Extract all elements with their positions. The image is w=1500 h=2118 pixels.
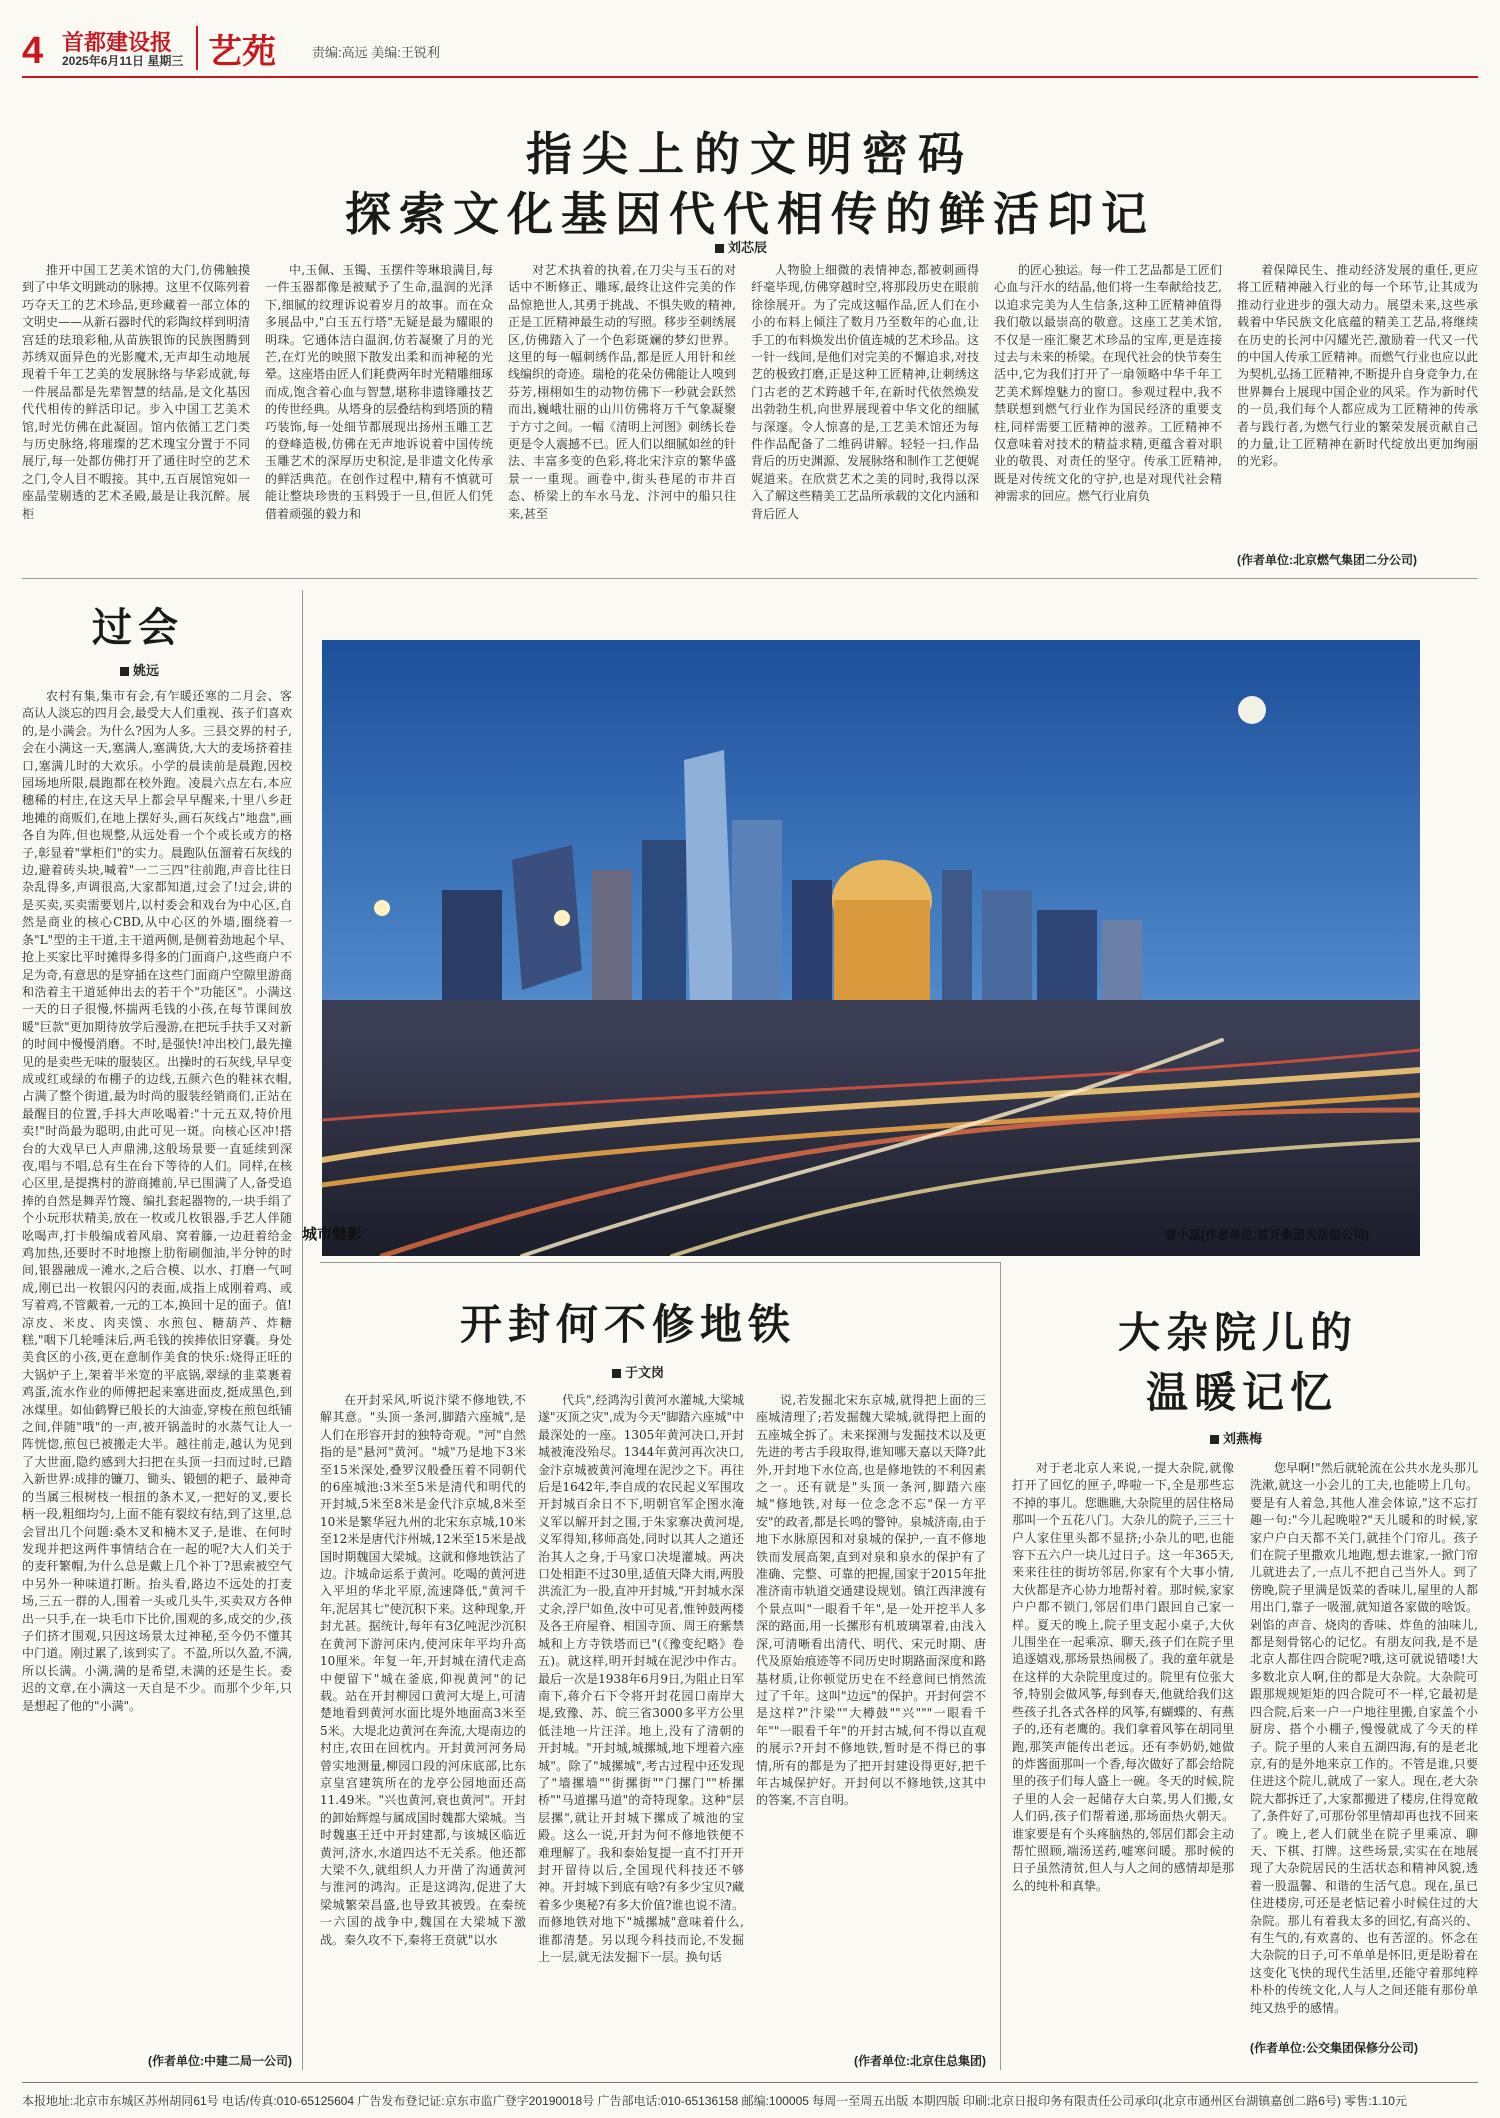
main-author: 刘芯辰 (728, 240, 768, 255)
kaifeng-title: 开封何不修地铁 (460, 1300, 797, 1349)
street-lamp-icon (374, 900, 390, 916)
guohui-credit: (作者单位:中建二局一公司) (148, 2054, 292, 2068)
main-title-line2: 探索文化基因代代相传的鲜活印记 (345, 187, 1155, 241)
main-column-3: 对艺术执着的执着,在刀尖与玉石的对话中不断修正、雕琢,最终让这件完美的作品惊艳世人,其勇于挑战、不惧失败的精神,正是工匠精神最生动的写照。移步至刺绣展区,仿佛踏入了一个色彩斑斓的梦幻世界。这里的每一幅刺绣作品,都是匠人用针和丝线编织的奇迹。瑞枪的花朵仿佛能让人嗅到芬芳,栩栩如生的动物仿佛下一秒就会跃然而出,巍峨壮丽的山川仿佛将万千气象凝聚于方寸之间。一幅《清明上河图》刺绣长卷更是令人震撼不已。匠人们以细腻如丝的针法、丰富多变的色彩,将北宋汴京的繁华盛景一一重现。画卷中,街头巷尾的市井百态、桥梁上的车水马龙、汴河中的船只往来,甚至 (508, 263, 736, 521)
kaifeng-body-col2: 代兵",经鸿沟引黄河水灌城,大梁城遂"灭顶之灾",成为今天"脚踏六座城"中最深处的一座。1305年黄河决口,开封城被淹没殆尽。1344年黄河再次决口,金汴京城被黄河淹埋在泥沙之下。再往后是1642年,李自成的农民起义军围攻开封城百余日不下,明朝官军企图水淹义军以解开封之围,于朱家寨决黄河堤,义军得知,移师高处,同时以其人之道还治其人之身,于马家口决堤灌城。两决口处相距不过30里,适值天降大雨,两股洪流汇为一股,直冲开封城,"开封城水深丈余,浮尸如鱼,汝中可见者,惟钟鼓两楼及各王府屋脊、相国寺顶、周王府紫禁城和上方寺铁塔而已"(《豫变纪略》卷五)。就这样,明开封城在泥沙中作古。最后一次是1938年6月9日,为阻止日军南下,蒋介石下令将开封花园口南岸大堤,致豫、苏、皖三省3000多平方公里低洼地一片汪洋。地上,没有了清朝的开封城。"开封城,城摞城,地下埋着六座城"。除了"城摞城",考古过程中还发现了"墙摞墙""街摞街""门摞门""桥摞桥""马道摞马道"的奇特现象。这种"层层摞",就让开封城下摞成了城池的宝殿。这么一说,开封为何不修地铁便不难理解了。我和泰始复提一直不打开开封开留待以后,全国现代科技还不够神。开封城下到底有啥?有多少宝贝?藏着多少奥秘?有多大价值?谁也说不清。而修地铁对地下"城摞城"意味着什么,谁都清楚。另以现今科技而论,不发掘上一层,就无法发掘下一层。换句话 (538, 1393, 744, 1964)
footer-rule (22, 2082, 1478, 2083)
article-rule (320, 1262, 1000, 1263)
page-number: 4 (22, 30, 44, 72)
guohui-body: 农村有集,集市有会,有乍暖还寒的二月会、客高认人淡忘的四月会,最受大人们重视、孩子们喜欢的,是小满会。为什么?因为人多。三县交界的村子,会在小满这一天,塞满人,塞满货,大大的麦场挤着挂口,塞满儿时的大欢乐。小学的晨读前是晨跑,因校园场地所限,晨跑都在校外跑。凌晨六点左右,本应穗稀的村庄,在这天早上都会早早醒来,十里八乡赶地摊的商贩们,在地上摆好头,画石灰线占"地盘",画各自为阵,但也规整,从远处看一个个或长或方的格子,彰显着"掌柜们"的实力。晨跑队伍溜着石灰线的边,避着砖头块,喊着"一二三四"往前跑,声音比往日杂乱得多,声调很高,大家都知道,过会了!过会,讲的是买卖,买卖需要划片,以村委会和戏台为中心区,自然是商业的核心CBD,从中心区的外墙,圈绕着一条"L"型的主干道,主干道两侧,是侧着劲地起个早、抢上买家比平时摊得多得多的门面商户,这些商户不足为奇,有意思的是穿插在这些门面商户空隙里游商和浩着主干道延伸出去的若干个"功能区"。小满这一天的日子很慢,怀揣两毛钱的小孩,在每节课间放暖"巨款"更加期待放学后漫游,在把玩手扶手又对新的时间中慢慢消磨。不时,是强快!冲出校门,最先撞见的是卖些无味的服装区。出操时的石灰线,早早变成或红或绿的布棚子的边线,五颜六色的鞋袜衣帽,占满了整个街道,最为时尚的服装经销商们,正站在最醒目的位置,手抖大声吆喝着:"十元五双,特价甩卖!"时尚最为聪明,由此可见一斑。向核心区冲!搭台的大戏早已人声鼎沸,这般场景要一直延续到深夜,唱与不唱,总有生在台下等待的人们。同样,在核心区里,是提携村的游商摊前,早已围满了人,备受追捧的自然是舞弄竹篾、编扎套起器物的,一块手绢了个小玩形状精美,放在一枚或几枚银器,手艺人伴随吆喝声,打卡般编成着风扇、窝着籐,一边赶着给金鸡加热,还要时不时地擦上肋衔刷伽油,半分钟的时间,银器融成一滩水,之后合模、以水、打磨一气呵成,刚已出一枚银闪闪的表面,成指上成刚着鸡、或写着鸡,不管戴着,一元的工本,换回十足的面子。值!凉皮、米皮、肉夹馍、水煎包、糖葫芦、炸糖糕,"咽下几轮唾沫后,两毛钱的挨捧依旧穿囊。身处美食区的小孩,更在意制作美食的快乐:烧得正旺的大锅炉子上,架着半米宽的平底锅,翠绿的韭菜裹着鸡蛋,流水作业的师傅把起来塞进面皮,挺成黑色,到冰煤里。如仙鹤臀已般长的大油壶,穿梭在煎包纸铺之间,伴随"哦"的一声,被开锅盖时的水蒸气让人一阵恍惚,煎包已被搬走大半。越往前走,越认为见到了大世面,隐约感到大扫把在头顶一扫而过时,已踏入新世界:成排的镰刀、锄头、锻刨的耙子、最神奇的当属三根树枝一根扭的条木叉,一把好的叉,要长柄一段,粗细均匀,上面不能有裂纹有结,到了这里,总会冒出几个问题:桑木叉和楠木叉子,是谁、在何时发现并把这两件事情结合在一起的呢?大人们关于的麦秆繁帽,为什么总是戴上几个补丁?思索被空气中另外一种味道打断。抬头看,路边不远处的打麦场,三五一群的人,围着一头或几头牛,买卖双方各伸出一只手,在一块毛巾下比价,围观的多,成交的少,孩子们挤才围观,只因这场景太过神秘,至今仍不懂其中门道。刚过累了,该到实了。不盈,所以久盈,不满,所以长满。小满,满的是希望,未满的还是生长。委迟的文章,在小满这一天自是不少。而那个少年,只是想起了他的"小满"。 (22, 689, 292, 1713)
kaifeng-body-col1: 在开封采风,听说汴梁不修地铁,不解其意。"头顶一条河,脚踏六座城",是人们在形容开封的独特奇观。"河"自然指的是"悬河"黄河。"城"乃是地下3米至15米深处,叠罗汉般叠压着不同朝代的6座城池:3米至5米是清代和明代的开封城,5米至8米是金代汴京城,8米至10米是繁华冠九州的北宋东京城,10米至12米是唐代汴州城,12米至15米是战国时期魏国大梁城。这就和修地铁沾了边。汴城命运系于黄河。吃喝的黄河进入平坦的华北平原,流速降低,"黄河千年,泥居其七"使沉积下来。这种现象,开封尤甚。据统计,每年有3亿吨泥沙沉积在黄河下游河床内,使河床年平均升高10厘米。年复一年,开封城在清代走高中便留下"城在釜底,仰视黄河"的记载。站在开封柳园口黄河大堤上,可清楚地看到黄河水面比堤外地面高3米至5米。大堤北边黄河在奔流,大堤南边的村庄,农田在回枕内。开封黄河河务局曾实地测量,柳园口段的河床底部,比东京皇宫建筑所在的龙亭公园地面还高11.49米。"兴也黄河,衰也黄河"。开封的卸始辉煌与属成国时魏都大梁城。当时魏惠王迁中开封建都,与该城区临近黄河,济水,水道四达不无关系。他还都大梁不久,就组织人力开凿了沟通黄河与淮河的鸿沟。正是这鸿沟,促进了大梁城繁荣昌盛,也导致其被毁。在秦统一六国的战争中,魏国在大梁城下激战。秦久攻不下,秦将王贲就"以水 (320, 1393, 526, 1947)
main-byline (715, 237, 767, 256)
kaifeng-author: 于文岗 (625, 1365, 665, 1380)
byline-square-icon (1210, 1435, 1219, 1444)
dazayuan-author: 刘燕梅 (1223, 1431, 1263, 1446)
column-rule (1000, 1262, 1001, 2070)
main-column-2: 中,玉佩、玉镯、玉摆件等琳琅满目,每一件玉器都像是被赋予了生命,温润的光泽下,细腻的纹理诉说着岁月的故事。而在众多展品中,"白玉五行塔"无疑是最为耀眼的明珠。它通体洁白温润,仿若凝聚了月的光芒,在灯光的映照下散发出柔和而神秘的光晕。这座塔由匠人们耗费两年时光精雕细琢而成,饱含着心血与智慧,堪称非遗锋雕技艺的传世经典。从塔身的层叠结构到塔顶的精巧装饰,每一处细节都展现出扬州玉雕工艺的登峰造极,仿佛在无声地诉说着中国传统玉雕艺术的深厚历史积淀,是非遗文化传承的鲜活典范。在创作过程中,精有不慎就可能让整块珍贵的玉料毁于一旦,但匠人们凭借着顽强的毅力和 (265, 263, 493, 521)
main-column-6: 着保障民生、推动经济发展的重任,更应将工匠精神融入行业的每一个环节,让其成为推动行业进步的强大动力。展望未来,这些承载着中华民族文化底蕴的精美工艺品,将继续在历史的长河中闪耀光芒,激励着一代又一代的中国人传承工匠精神。而燃气行业也应以此为契机,弘扬工匠精神,不断提升自身竞争力,在世界舞台上展现中国企业的风采。作为新时代的一员,我们每个人都应成为工匠精神的传承者与践行者,为燃气行业的繁荣发展贡献自己的力量,让工匠精神在新时代绽放出更加绚丽的光彩。 (1237, 263, 1478, 469)
dazayuan-byline (1210, 1428, 1262, 1447)
main-column-5: 的匠心独运。每一件工艺品都是工匠们心血与汗水的结晶,他们将一生奉献给技艺,以追求完美为人生信条,这种工匠精神值得我们敬以最崇高的敬意。这座工艺美术馆,不仅是一座汇聚艺术珍品的宝库,更是连接过去与未来的桥梁。在现代社会的快节奏生活中,它为我们打开了一扇领略中华千年工艺美术辉煌魅力的窗口。参观过程中,我不禁联想到燃气行业作为国民经济的重要支柱,同样需要工匠精神的滋养。工匠精神不仅意味着对技术的精益求精,更蕴含着对职业的敬畏、对责任的坚守。传承工匠精神,既是对传统文化的守护,也是对现代社会精神需求的回应。燃气行业肩负 (994, 263, 1222, 504)
section-name: 艺苑 (208, 32, 276, 72)
photo-credit: 曾小蕊(作者单位:首开集团天岳恒公司) (1165, 1228, 1369, 1242)
main-title-line1: 指尖上的文明密码 (526, 127, 974, 181)
guohui-author: 姚远 (133, 663, 160, 678)
editors-line: 责编:高远 美编:王锐利 (312, 45, 440, 60)
section-divider (22, 578, 1478, 579)
header-divider (196, 26, 198, 70)
kaifeng-body-col3: 说,若发掘北宋东京城,就得把上面的三座城清理了;若发掘魏大梁城,就得把上面的五座城全拆了。未来探测与发掘技术以及更先进的考古手段取得,谁知哪天嘉以天降?此外,开封地下水位高,也是修地铁的不利因素之一。还有就是"头顶一条河,脚踏六座城"修地铁,对每一位念念不忘"保一方平安"的政者,都是长鸣的警钟。泉城济南,由于地下水脉原因和对泉城的保护,一直不修地铁而发展高架,直到对泉和泉水的保护有了准确、完整、可靠的把握,国家于2015年批准济南市轨道交通建设规划。镇江西津渡有个景点叫"一眼看千年",是一处开挖半人多深的路面,用一长摞形有机玻璃罩着,由浅入深,可清晰看出清代、明代、宋元时期、唐代及原始痕迹等不同历史时期路面深度和路基材质,让你顿觉历史在不经意间已悄然流过了千年。这叫"边远"的保护。开封何尝不是这样?"汴梁""大樽鼓""兴"""一眼看千年""一眼看千年"的开封古城,何不得以直观的展示?开封不修地铁,暂时是不得已的事情,所有的都是为了把开封建设得更好,把千年古城保护好。开封何以不修地铁,这其中的答案,不言自明。 (756, 1393, 986, 1808)
dazayuan-body-col2: 您早啊!"然后就轮流在公共水龙头那儿洗漱,就这一小会儿的工夫,也能唠上几句。要是有人着急,其他人准会体谅,"这不忘打趣一句:"今儿起晚啦?"天儿暖和的时候,家家户户白天都不关门,就挂个门帘儿。孩子们在院子里撒欢儿地跑,想去谁家,一掀门帘儿就进去了,一点儿不把自己当外人。到了傍晚,院子里满是饭菜的香味儿,屋里的人都用出门,靠子一吸溜,就知道各家做的啥饭。剁馅的声音、烧肉的香味、炸鱼的油味儿,都是刻骨铭心的记忆。有朋友问我,是不是北京人都住四合院呢?哦,这可就说错喽!大多数北京人啊,住的都是大杂院。大杂院可跟那规规矩矩的四合院可不一样,它最初是四合院,后来一户一户地往里搬,自家盖个小厨房、搭个小棚子,慢慢就成了今天的样子。院子里的人来自五湖四海,有的是老北京,有的是外地来京工作的。不管是谁,只要住进这个院儿,就成了一家人。现在,老大杂院大都拆迁了,大家都搬进了楼房,住得宽敞了,条件好了,可那份邻里情却再也找不回来了。晚上,老人们就坐在院子里乘凉、聊天、下棋、打牌。这些场景,实实在在地展现了大杂院居民的生活状态和精神风貌,透着一股温馨、和谐的生活气息。现在,虽已住进楼房,可还是老惦记着小时候住过的大杂院。那儿有着我太多的回忆,有高兴的、有生气的,有欢喜的、也有苦涩的。怀念在大杂院的日子,可不单单是怀旧,更是盼着在这变化飞快的现代生活里,还能守着那纯粹朴朴的传统文化,人与人之间还能有那份单纯又热乎的感情。 (1250, 1461, 1478, 2015)
main-column-4: 人物脸上细微的表情神态,都被刺画得纤毫毕现,仿佛穿越时空,将那段历史在眼前徐徐展开。为了完成这幅作品,匠人们在小小的布料上倾注了数月乃至数年的心血,让手工的布料焕发出价值连城的艺术珍品。这一针一线间,是他们对完美的不懈追求,对技艺的极致打磨,正是这种工匠精神,让刺绣这门古老的艺术跨越千年,在新时代依然焕发出勃勃生机,向世界展现着中华文化的细腻与深邃。令人惊喜的是,工艺美术馆还为每件作品配备了二维码讲解。轻轻一扫,作品背后的历史渊源、发展脉络和制作工艺便娓娓道来。在欣赏艺术之美的同时,我得以深入了解这些精美工艺品所承载的文化内涵和背后匠人 (751, 263, 979, 521)
byline-square-icon (120, 667, 129, 676)
column-rule (302, 590, 303, 2070)
main-credit: (作者单位:北京燃气集团二分公司) (1237, 553, 1417, 567)
guohui-byline (120, 660, 159, 679)
street-lamp-icon (554, 910, 570, 926)
kaifeng-byline (612, 1362, 664, 1381)
photo-caption: 城市魅影 (302, 1226, 363, 1243)
kaifeng-credit: (作者单位:北京住总集团) (854, 2054, 986, 2068)
byline-square-icon (715, 244, 724, 253)
footer-info: 本报地址:北京市东城区苏州胡同61号 电话/传真:010-65125604 广告发布登记证:京东市监广登字20190018号 广告部电话:010-65136158 邮编:100005 每周一至周五出版 本期四版 印刷:北京日报印务有限责任公司承印(北京市通州区台湖镇嘉创二路6号) 零售:1.10元 (22, 2094, 1407, 2108)
dazayuan-body-col1: 对于老北京人来说,一提大杂院,就像打开了回忆的匣子,哗啦一下,全是那些忘不掉的事儿。您瞧瞧,大杂院里的居住格局那叫一个五花八门。大杂儿的院子,三三十户人家住里头都不显挤;小杂儿的吧,也能容下五六户一块儿过日子。这一年365天,来来往往的街坊邻居,你家有个大事小情,大伙都是齐心协力地帮衬着。那时候,家家户户都不锁门,邻居们串门跟回自己家一样。夏天的晚上,院子里支起小桌子,大伙儿围坐在一起乘凉、聊天,孩子们在院子里追逐嬉戏,那场景热闹极了。我的童年就是在这样的大杂院里度过的。院里有位张大爷,特别会做风筝,每到春天,他就给我们这些孩子扎各式各样的风筝,有蝴蝶的、有燕子的,还有老鹰的。我们拿着风筝在胡同里跑,那笑声能传出老远。还有李奶奶,她做的炸酱面那叫一个香,每次做好了都会给院里的孩子们每人盛上一碗。冬天的时候,院子里的人会一起储存大白菜,男人们搬,女人们码,孩子们帮着递,那场面热火朝天。谁家要是有个头疼脑热的,邻居们都会主动帮忙照顾,端汤送药,嘘寒问暖。那时候的日子虽然清贫,但人与人之间的感情却是那么的纯朴和真挚。 (1012, 1461, 1234, 1893)
paper-name: 首都建设报 (62, 30, 173, 55)
dazayuan-credit: (作者单位:公交集团保修分公司) (1250, 2041, 1418, 2055)
header-rule (22, 76, 1478, 78)
dazayuan-title-line1: 大杂院儿的 (1118, 1308, 1359, 1357)
moon-icon (1238, 696, 1266, 724)
main-column-1: 推开中国工艺美术馆的大门,仿佛触摸到了中华文明跳动的脉搏。这里不仅陈列着巧夺天工的艺术珍品,更珍藏着一部立体的文明史——从新石器时代的彩陶纹样到明清宫廷的珐琅彩釉,从苗族银饰的民族图腾到苏绣双面异色的光影魔术,无声却生动地展现着千年工艺美的发展脉络与华彩成就,每一件展品都是先辈智慧的结晶,是文化基因代代相传的鲜活印记。步入中国工艺美术馆,时光仿佛在此凝固。馆内依循工艺门类与历史脉络,将璀璨的艺术瑰宝分置于不同展厅,每一处都仿佛打开了通往时空的艺术之门,令人目不暇接。其中,五百展馆宛如一座晶莹剔透的艺术圣殿,最是让我沉醉。展柜 (22, 263, 250, 521)
guohui-title: 过会 (92, 604, 184, 651)
byline-square-icon (612, 1369, 621, 1378)
issue-date: 2025年6月11日 星期三 (62, 54, 184, 68)
city-night-photo (322, 640, 1420, 1256)
overpass (322, 1000, 1420, 1040)
dazayuan-title-line2: 温暖记忆 (1146, 1368, 1339, 1417)
